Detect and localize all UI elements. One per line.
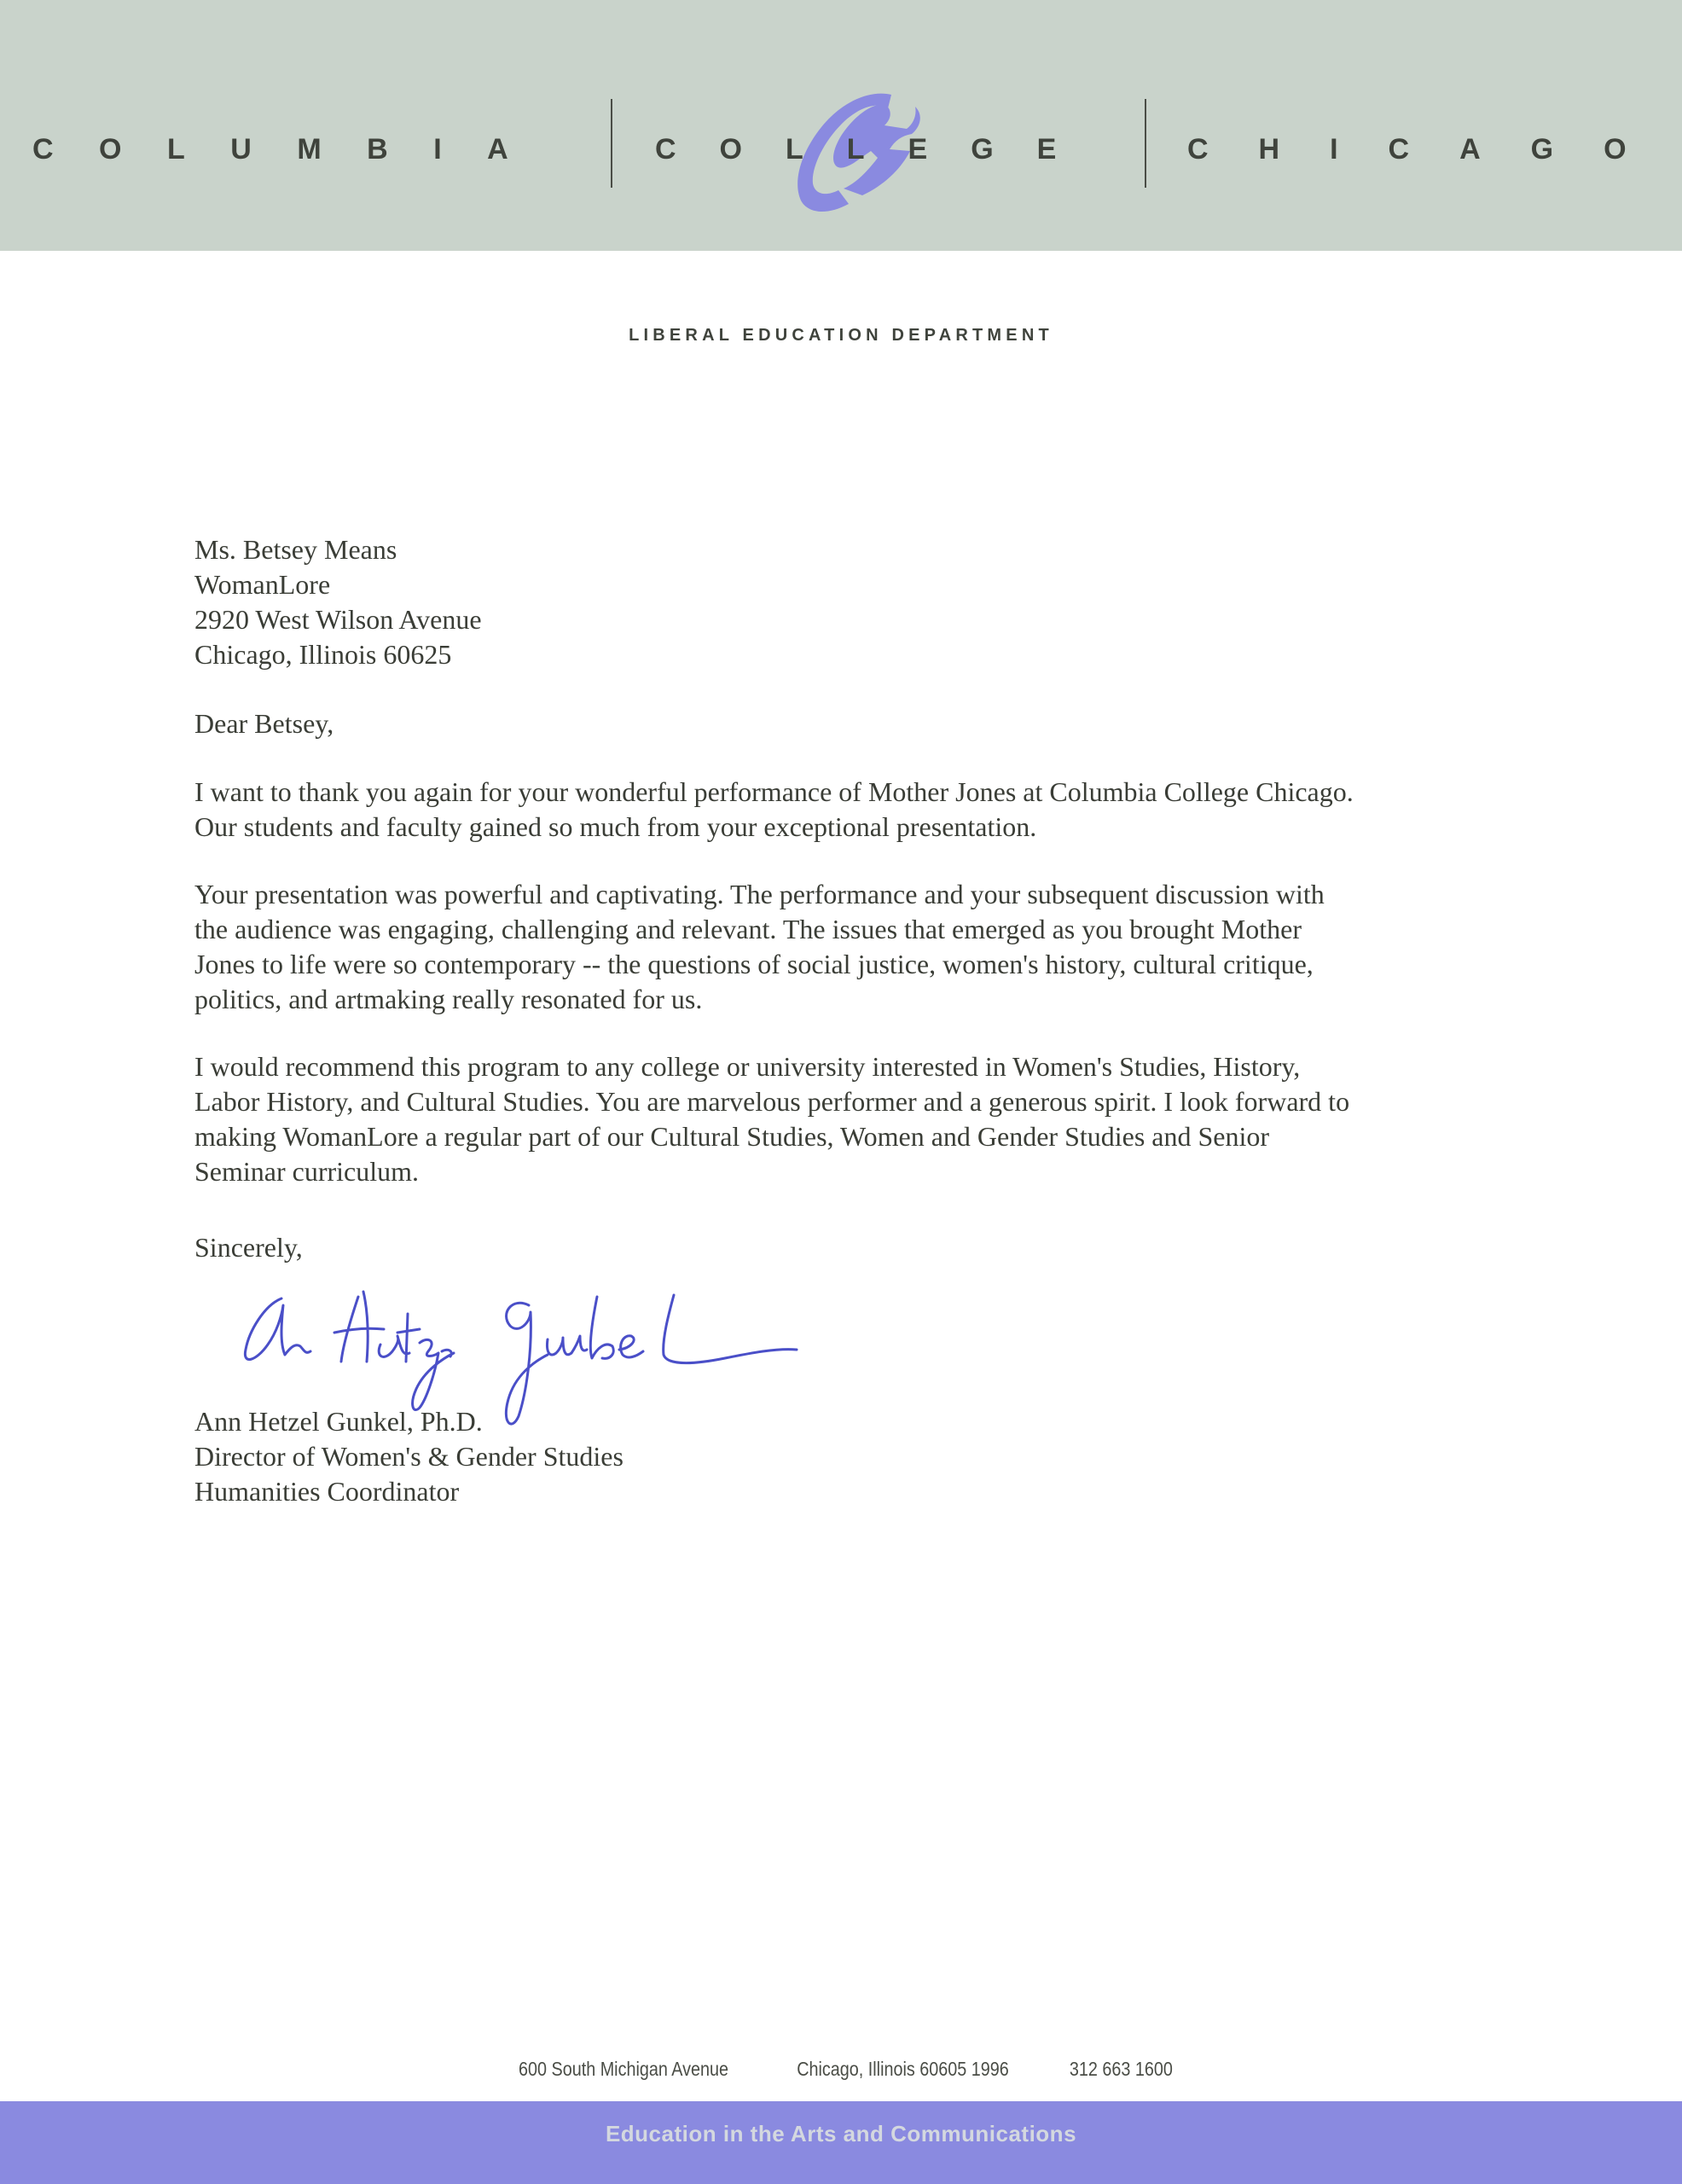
paragraph-line: I would recommend this program to any college or university interested in Women's Studies, History, [194, 1051, 1301, 1082]
signer-name: Ann Hetzel Gunkel, Ph.D. [194, 1406, 483, 1437]
wordmark-columbia: COLUMBIA [32, 133, 554, 166]
recipient-organization: WomanLore [194, 569, 331, 600]
footer-street: 600 South Michigan Avenue [518, 2058, 728, 2080]
body-paragraph [194, 877, 1525, 1017]
footer-phone: 312 663 1600 [1069, 2058, 1173, 2080]
paragraph-line: I want to thank you again for your wonderful performance of Mother Jones at Columbia College Chicago. [194, 776, 1354, 807]
body-paragraph [194, 775, 1525, 845]
paragraph-line: the audience was engaging, challenging and relevant. The issues that emerged as you brought Mother [194, 914, 1302, 944]
body-paragraph [194, 1049, 1525, 1189]
footer-tagline: Education in the Arts and Communications [605, 2121, 1077, 2146]
wordmark-college: COLLEGE [655, 133, 1100, 166]
signer-role: Humanities Coordinator [194, 1476, 460, 1507]
letterhead-header [0, 0, 1682, 251]
paragraph-line: Seminar curriculum. [194, 1156, 420, 1187]
paragraph-line: Our students and faculty gained so much from your exceptional presentation. [194, 811, 1037, 842]
closing: Sincerely, [194, 1232, 303, 1263]
recipient-address [194, 532, 1525, 672]
paragraph-line: Jones to life were so contemporary -- the questions of social justice, women's history, cultural critique, [194, 949, 1314, 979]
department-name: LIBERAL EDUCATION DEPARTMENT [629, 326, 1053, 345]
wordmark-chicago: CHICAGO [1187, 133, 1677, 166]
paragraph-line: Labor History, and Cultural Studies. You are marvelous performer and a generous spirit. I look forward to [194, 1086, 1350, 1117]
wordmark-divider [611, 99, 612, 188]
footer-city: Chicago, Illinois 60605 1996 [797, 2058, 1009, 2080]
recipient-city: Chicago, Illinois 60625 [194, 639, 452, 670]
wordmark-divider [1145, 99, 1146, 188]
paragraph-line: politics, and artmaking really resonated for us. [194, 984, 703, 1014]
salutation: Dear Betsey, [194, 708, 334, 739]
recipient-name: Ms. Betsey Means [194, 534, 397, 565]
paragraph-line: making WomanLore a regular part of our Cultural Studies, Women and Gender Studies and Senior [194, 1121, 1270, 1152]
recipient-street: 2920 West Wilson Avenue [194, 604, 482, 635]
signer-block [194, 1404, 624, 1509]
signer-title: Director of Women's & Gender Studies [194, 1441, 624, 1472]
footer-address [0, 2058, 1682, 2081]
paragraph-line: Your presentation was powerful and captivating. The performance and your subsequent discussion with [194, 879, 1325, 909]
